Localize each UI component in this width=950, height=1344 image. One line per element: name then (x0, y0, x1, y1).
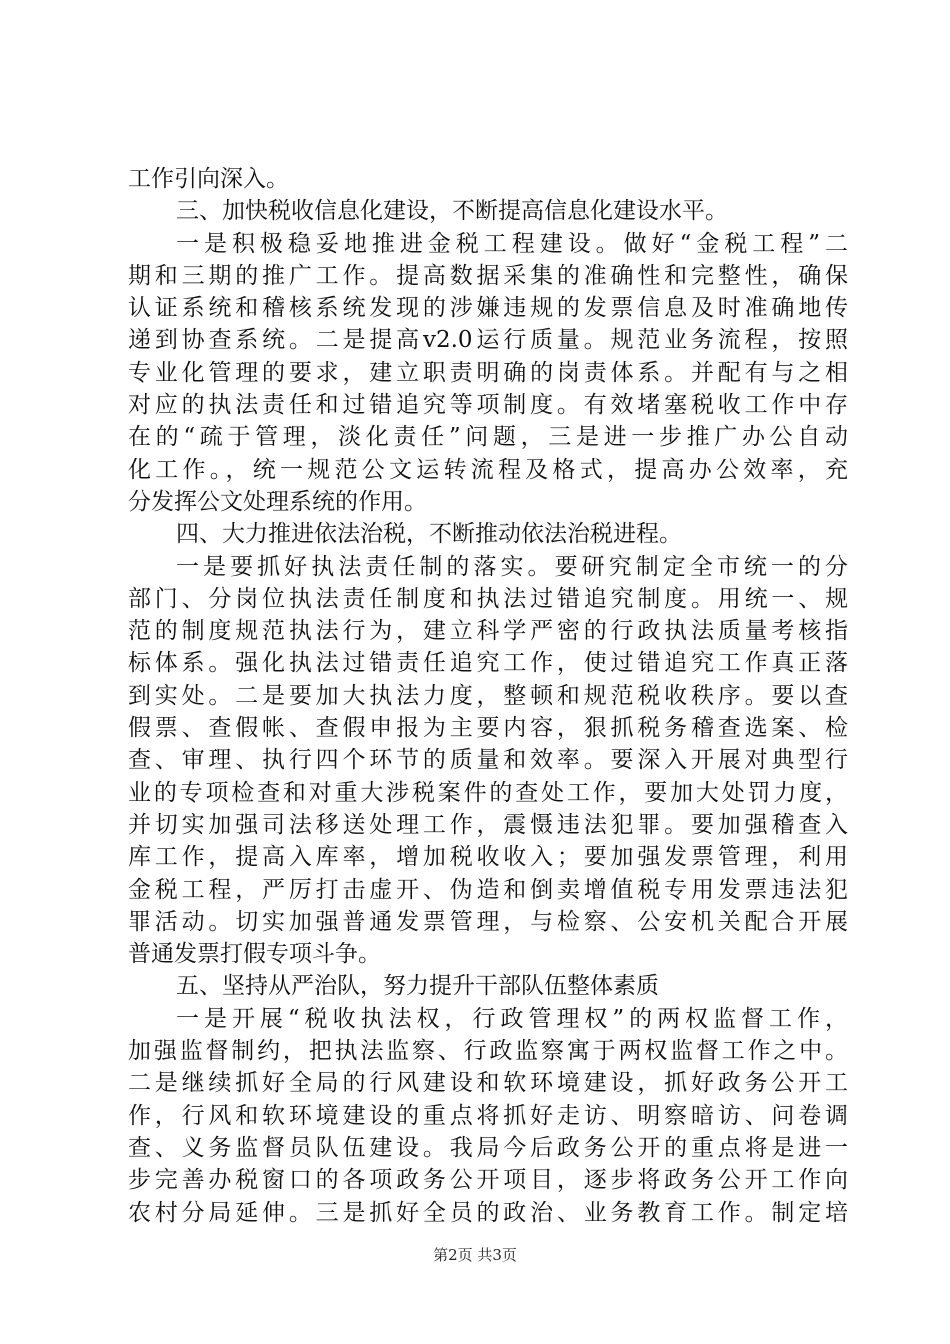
text-line: 业的专项检查和对重大涉税案件的查处工作，要加大处罚力度， (128, 779, 848, 806)
text-line: 农村分局延伸。三是抓好全员的政治、业务教育工作。制定培 (128, 1199, 848, 1226)
text-line: 专业化管理的要求，建立职责明确的岗责体系。并配有与之相 (128, 359, 848, 386)
text-line: 作，行风和软环境建设的重点将抓好走访、明察暗访、问卷调 (128, 1102, 848, 1129)
text-line: 二是继续抓好全局的行风建设和软环境建设，抓好政务公开工 (128, 1070, 848, 1097)
text-line: 一是开展“税收执法权，行政管理权”的两权监督工作， (176, 1005, 848, 1032)
page-number: 第2页 共3页 (433, 1246, 517, 1264)
text-line: 金税工程，严厉打击虚开、伪造和倒卖增值税专用发票违法犯 (128, 876, 848, 903)
text-line: 普通发票打假专项斗争。 (128, 941, 381, 968)
text-line: 部门、分岗位执法责任制度和执法过错追究制度。用统一、规 (128, 585, 848, 612)
text-line: 化工作。，统一规范公文运转流程及格式，提高办公效率，充 (128, 456, 848, 483)
text-line: 一是要抓好执法责任制的落实。要研究制定全市统一的分 (176, 553, 848, 580)
text-line: 加强监督制约，把执法监察、行政监察寓于两权监督工作之中。 (128, 1038, 848, 1065)
text-line: 步完善办税窗口的各项政务公开项目，逐步将政务公开工作向 (128, 1167, 848, 1194)
text-line: 范的制度规范执法行为，建立科学严密的行政执法质量考核指 (128, 618, 848, 645)
text-line: 对应的执法责任和过错追究等项制度。有效堵塞税收工作中存 (128, 392, 848, 419)
text-line: 假票、查假帐、查假申报为主要内容，狠抓税务稽查选案、检 (128, 715, 848, 742)
text-line: 到实处。二是要加大执法力度，整顿和规范税收秩序。要以查 (128, 682, 848, 709)
text-line: 期和三期的推广工作。提高数据采集的准确性和完整性，确保 (128, 262, 848, 289)
text-line: 一是积极稳妥地推进金税工程建设。做好“金税工程”二 (176, 230, 848, 257)
section-heading: 四、大力推进依法治税，不断推动依法治税进程。 (176, 521, 682, 548)
text-line: 递到协查系统。二是提高v2.0运行质量。规范业务流程，按照 (128, 327, 848, 354)
text-line: 查、义务监督员队伍建设。我局今后政务公开的重点将是进一 (128, 1134, 848, 1161)
text-line: 库工作，提高入库率，增加税收收入；要加强发票管理，利用 (128, 844, 848, 871)
text-line: 查、审理、执行四个环节的质量和效率。要深入开展对典型行 (128, 747, 848, 774)
text-line: 分发挥公文处理系统的作用。 (128, 488, 427, 515)
text-line: 罪活动。切实加强普通发票管理，与检察、公安机关配合开展 (128, 908, 848, 935)
document-body (128, 163, 848, 1229)
text-line: 并切实加强司法移送处理工作，震慑违法犯罪。要加强稽查入 (128, 811, 848, 838)
section-heading: 五、坚持从严治队，努力提升干部队伍整体素质 (176, 973, 659, 1000)
text-line: 认证系统和稽核系统发现的涉嫌违规的发票信息及时准确地传 (128, 295, 848, 322)
text-line: 在的“疏于管理，淡化责任”问题，三是进一步推广办公自动 (128, 424, 848, 451)
text-line: 工作引向深入。 (128, 166, 289, 192)
section-heading: 三、加快税收信息化建设，不断提高信息化建设水平。 (176, 198, 728, 225)
text-line: 标体系。强化执法过错责任追究工作，使过错追究工作真正落 (128, 650, 848, 677)
